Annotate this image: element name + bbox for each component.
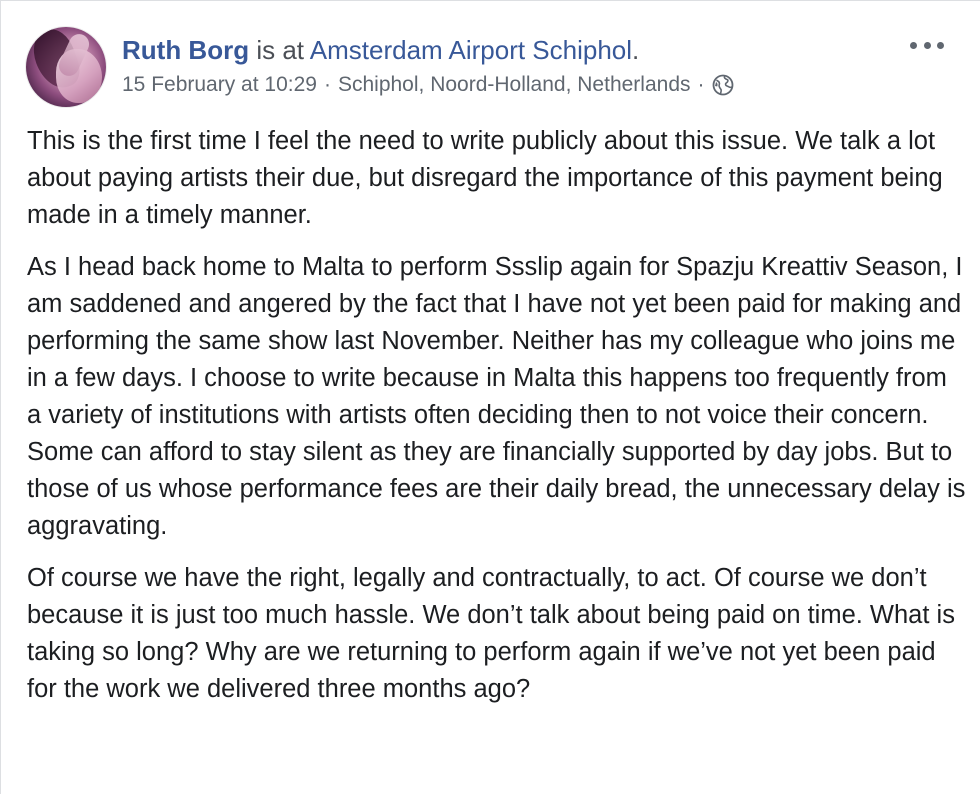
- place-link[interactable]: Amsterdam Airport Schiphol: [309, 35, 633, 65]
- post-paragraph: As I head back home to Malta to perform Ssslip again for Spazju Kreattiv Season, I am saddened and angered by the fact that I have not yet been paid for making and performing the same show last November. Neither has my colleague who joins me in a few days. I choose to write because in Malta this happens too frequently from a variety of institutions with artists often deciding then to not voice their concern. Some can afford to stay silent as they are financially supported by day jobs. But to those of us whose performance fees are their daily bread, the unnecessary delay is aggravating.: [27, 253, 966, 540]
- separator-dot: ·: [697, 73, 705, 96]
- post-paragraph: This is the first time I feel the need to write publicly about this issue. We talk a lot about paying artists their due, but disregard the importance of this payment being made in a timely manner.: [27, 127, 943, 229]
- avatar[interactable]: [26, 27, 106, 107]
- globe-icon[interactable]: [712, 74, 734, 96]
- author-name-link[interactable]: Ruth Borg: [122, 35, 250, 65]
- post-title-line: [122, 33, 734, 67]
- post-paragraph: Of course we have the right, legally and contractually, to act. Of course we don’t because it is just too much hassle. We don’t talk about being paid on time. What is taking so long? Why are we returning to perform again if we’ve not yet been paid for the work we delivered three months ago?: [27, 564, 955, 703]
- location-link[interactable]: Schiphol, Noord-Holland, Netherlands: [337, 73, 691, 96]
- checkin-connector-text: is at: [249, 35, 310, 65]
- more-dot: [924, 42, 931, 49]
- title-period: .: [632, 35, 640, 65]
- more-dot: [937, 42, 944, 49]
- post-body: [27, 123, 967, 723]
- post-meta: [122, 33, 734, 99]
- more-dot: [910, 42, 917, 49]
- post-subtitle-line: [122, 71, 734, 99]
- more-options-icon[interactable]: [910, 37, 944, 53]
- post-header: [26, 27, 960, 109]
- separator-dot: ·: [323, 73, 331, 96]
- timestamp-link[interactable]: 15 February at 10:29: [122, 73, 317, 96]
